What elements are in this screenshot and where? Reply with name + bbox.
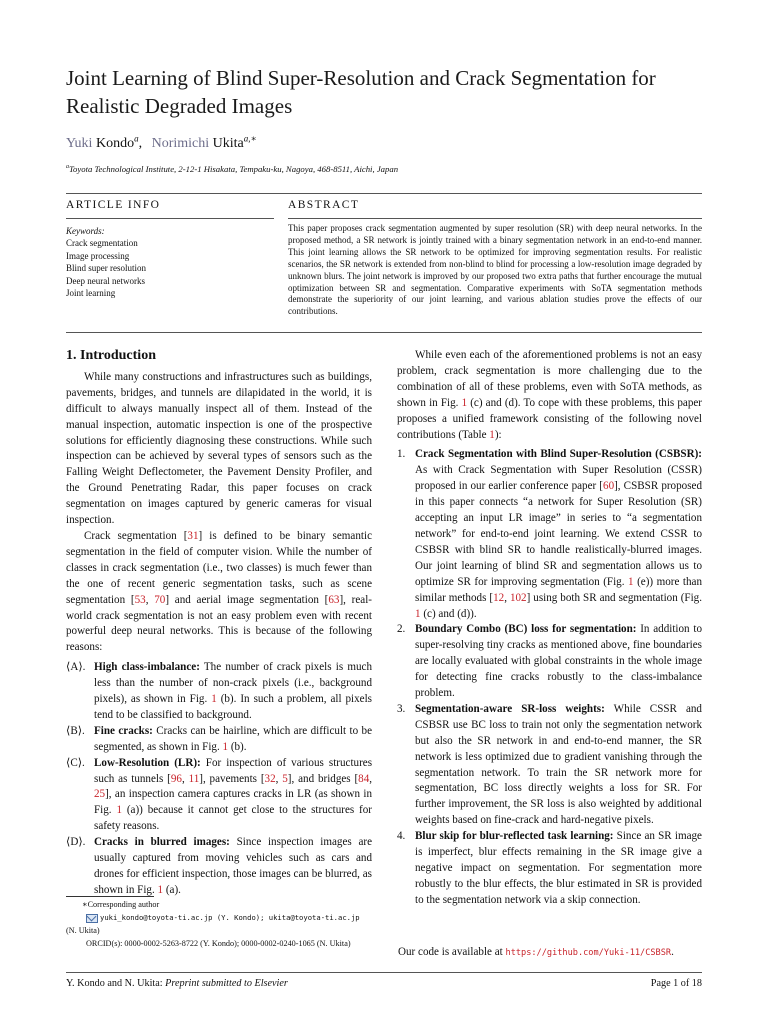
author-list: [66, 133, 257, 152]
abstract-header: ABSTRACT: [288, 199, 360, 211]
figure-link[interactable]: 1: [415, 607, 421, 620]
contribution-item: 4. Blur skip for blur-reflected task learning: Since an SR image is imperfect, blur effects remaining in the SR image give a negative impact on segmentation. For segmentation more robustly to the blur effects, the blur estimated in SR is provided to the segmentation network via a skip connection.: [397, 830, 702, 906]
contribution-item: 2. Boundary Combo (BC) loss for segmentation: In addition to super-resolving tiny cracks as mentioned above, fine boundaries are locally evaluated with global constraints in the whole image for detecting fine cracks robustly to the class-imbalance problem.: [397, 623, 702, 700]
figure-link[interactable]: 1: [222, 740, 229, 753]
citation-link[interactable]: 12: [493, 591, 505, 604]
citation-link[interactable]: 11: [188, 772, 200, 785]
citation-link[interactable]: 63: [328, 593, 340, 606]
citation-link[interactable]: 53: [134, 593, 146, 606]
article-info-header: ARTICLE INFO: [66, 199, 161, 211]
paper-title: Joint Learning of Blind Super-Resolution and Crack Segmentation for Realistic Degraded Images: [66, 66, 656, 118]
contribution-item: 1. Crack Segmentation with Blind Super-Resolution (CSBSR): As with Crack Segmentation with Super Resolution (CSSR) proposed in our earlier conference paper [60], CSBSR proposed in this paper connects “a network for Super Resolution (SR) accepting an input LR image” in series to “a segmentation network” for end-to-end joint learning. We extend CSSR to CSBSR with blind SR to handle realistically-blurred images. Our joint learning of blind SR and segmentation allows us to optimize SR for improving segmentation (Fig. 1 (e)) more than similar methods [12, 102] using both SR and segmentation (Fig. 1 (c) and (d)).: [397, 448, 702, 620]
abstract-rule: [288, 218, 702, 219]
paragraph: Crack segmentation [31] is defined to be binary semantic segmentation in the field of computer vision. While the number of classes in crack segmentation (i.e., two classes) is much fewer than the one of recent generic segmentation tasks, such as scene segmentation [53, 70] and aerial image segmentation [63], real-world crack segmentation is not an easy problem even with recent powerful deep neural networks. This is because of the following reasons:: [66, 529, 373, 654]
figure-link[interactable]: 1: [461, 396, 468, 409]
keyword: Blind super resolution: [66, 263, 146, 274]
orcid-line: ORCID(s): 0000-0002-5263-8722 (Y. Kondo); 0000-0002-0240-1065 (N. Ukita): [86, 939, 351, 948]
citation-link[interactable]: 102: [509, 591, 527, 604]
keyword: Crack segmentation: [66, 238, 138, 249]
footer-rule: [66, 972, 702, 973]
article-info-rule: [66, 218, 274, 219]
table-link[interactable]: 1: [489, 428, 495, 441]
footnote-rule: [66, 896, 154, 897]
paragraph: While even each of the aforementioned problems is not an easy problem, crack segmentation is more challenging due to the combination of all of these problems, even with SoTA methods, as shown in Fig. 1 (c) and (d). To cope with these problems, this paper proposes a unified framework consisting of the following novel contributions (Table 1):: [397, 349, 702, 441]
author-emails[interactable]: yuki_kondo@toyota-ti.ac.jp (Y. Kondo); ukita@toyota-ti.ac.jp: [100, 913, 360, 922]
author-1: Yuki Kondo$^a$,: [66, 133, 146, 151]
paragraph: While many constructions and infrastructures such as buildings, pavements, bridges, and tunnels are dilapidated in the world, it is difficult to always manually inspect all of them. Instead of the manual inspection, automatic inspection is one of the prospective solutions for efficiently diagnosing these constructions. While such inspection can be achieved by several types of sensors such as the Falling Weight Deflectometer, the Pavement Density Profiler, and the Ground Penetrating Radar, this paper focuses on crack segmentation on images captured by generic cameras for visual inspection.: [66, 370, 372, 527]
reason-item: ⟨C⟩. Low-Resolution (LR): For inspection of various structures such as tunnels [96, 11], pavements [32, 5], and bridges [84, 25], an inspection camera captures cracks in LR (as shown in Fig. 1 (a)) because it cannot get close to the structures for safety reasons.: [66, 756, 373, 833]
figure-link[interactable]: 1: [157, 883, 164, 896]
citation-link[interactable]: 60: [603, 480, 615, 493]
keyword: Image processing: [66, 250, 130, 261]
keyword: Joint learning: [66, 288, 116, 299]
code-availability: Our code is available at https://github.com/Yuki-11/CSBSR.: [398, 946, 674, 958]
figure-link[interactable]: 1: [116, 804, 122, 817]
footer-citation: Y. Kondo and N. Ukita: Preprint submitted to Elsevier: [66, 978, 288, 989]
keyword: Deep neural networks: [66, 275, 145, 286]
figure-link[interactable]: 1: [211, 693, 217, 706]
citation-link[interactable]: 70: [154, 593, 166, 606]
page-number: Page 1 of 18: [650, 978, 702, 989]
abstract-bottom-rule: [66, 332, 702, 333]
reason-item: ⟨B⟩. Fine cracks: Cracks can be hairline, which are difficult to be segmented, as shown in Fig. 1 (b).: [66, 724, 373, 753]
mail-icon: [86, 914, 98, 923]
code-url-link[interactable]: https://github.com/Yuki-11/CSBSR: [505, 948, 672, 958]
top-rule: [66, 193, 702, 194]
affiliation: $^a$Toyota Technological Institute, 2-12-1 Hisakata, Tempaku-ku, Nagoya, 468-8511, Aichi, Japan: [66, 164, 399, 174]
left-column: [66, 348, 372, 899]
reason-item: ⟨D⟩. Cracks in blurred images: Since inspection images are usually captured from moving vehicles such as cars and drones for efficient inspection, those images can be blurred, as shown in Fig. 1 (a).: [66, 836, 372, 896]
author-2: Norimichi Ukita$^{a,∗}$: [151, 133, 257, 151]
citation-link[interactable]: 84: [358, 772, 370, 785]
reason-item: ⟨A⟩. High class-imbalance: The number of crack pixels is much less than the number of non-crack pixels (i.e., background pixels), as shown in Fig. 1 (b). In such a problem, all pixels tend to be classified to background.: [66, 661, 372, 721]
section-heading: 1. Introduction: [66, 348, 156, 363]
citation-link[interactable]: 31: [187, 529, 199, 542]
keywords-block: Keywords: Crack segmentation Image processing Blind super resolution Deep neural networks Joint learning: [66, 226, 146, 299]
citation-link[interactable]: 96: [170, 772, 182, 785]
figure-link[interactable]: 1: [628, 575, 634, 588]
contribution-item: 3. Segmentation-aware SR-loss weights: While CSSR and CSBSR use BC loss to train not only the segmentation network but also the SR network in and end-to-end manner, the SR network is less optimized due to gradient vanishing through the segmentation network. To train the SR network more for segmentation, BC loss directly weights a loss for SR. For further improvement, the SR loss is also weighted by additional weights based on fine-crack and hard-negative pixels.: [397, 702, 702, 827]
citation-link[interactable]: 25: [94, 788, 106, 801]
citation-link[interactable]: 5: [282, 772, 288, 785]
right-column: [397, 348, 702, 909]
footnote: ∗Corresponding author yuki_kondo@toyota-ti.ac.jp (Y. Kondo); ukita@toyota-ti.ac.jp (N. Ukita) ORCID(s): 0000-0002-5263-8722 (Y. Kondo); 0000-0002-0240-1065 (N. Ukita): [66, 898, 376, 950]
abstract-text: This paper proposes crack segmentation augmented by super resolution (SR) with deep neural networks. In the proposed method, a SR network is jointly trained with a binary segmentation network in an end-to-end manner. This joint learning allows the SR network to be optimized for improving segmentation results. For realistic scenarios, the SR network is extended from non-blind to blind for processing a low-resolution image degraded by unknown blurs. The joint network is improved by our proposed two extra paths that further encourage the mutual optimization between SR and segmentation. Comparative experiments with SoTA segmentation methods demonstrate the superiority of our joint learning, and various ablation studies prove the effects of our contributions.: [288, 223, 702, 317]
citation-link[interactable]: 32: [264, 772, 276, 785]
